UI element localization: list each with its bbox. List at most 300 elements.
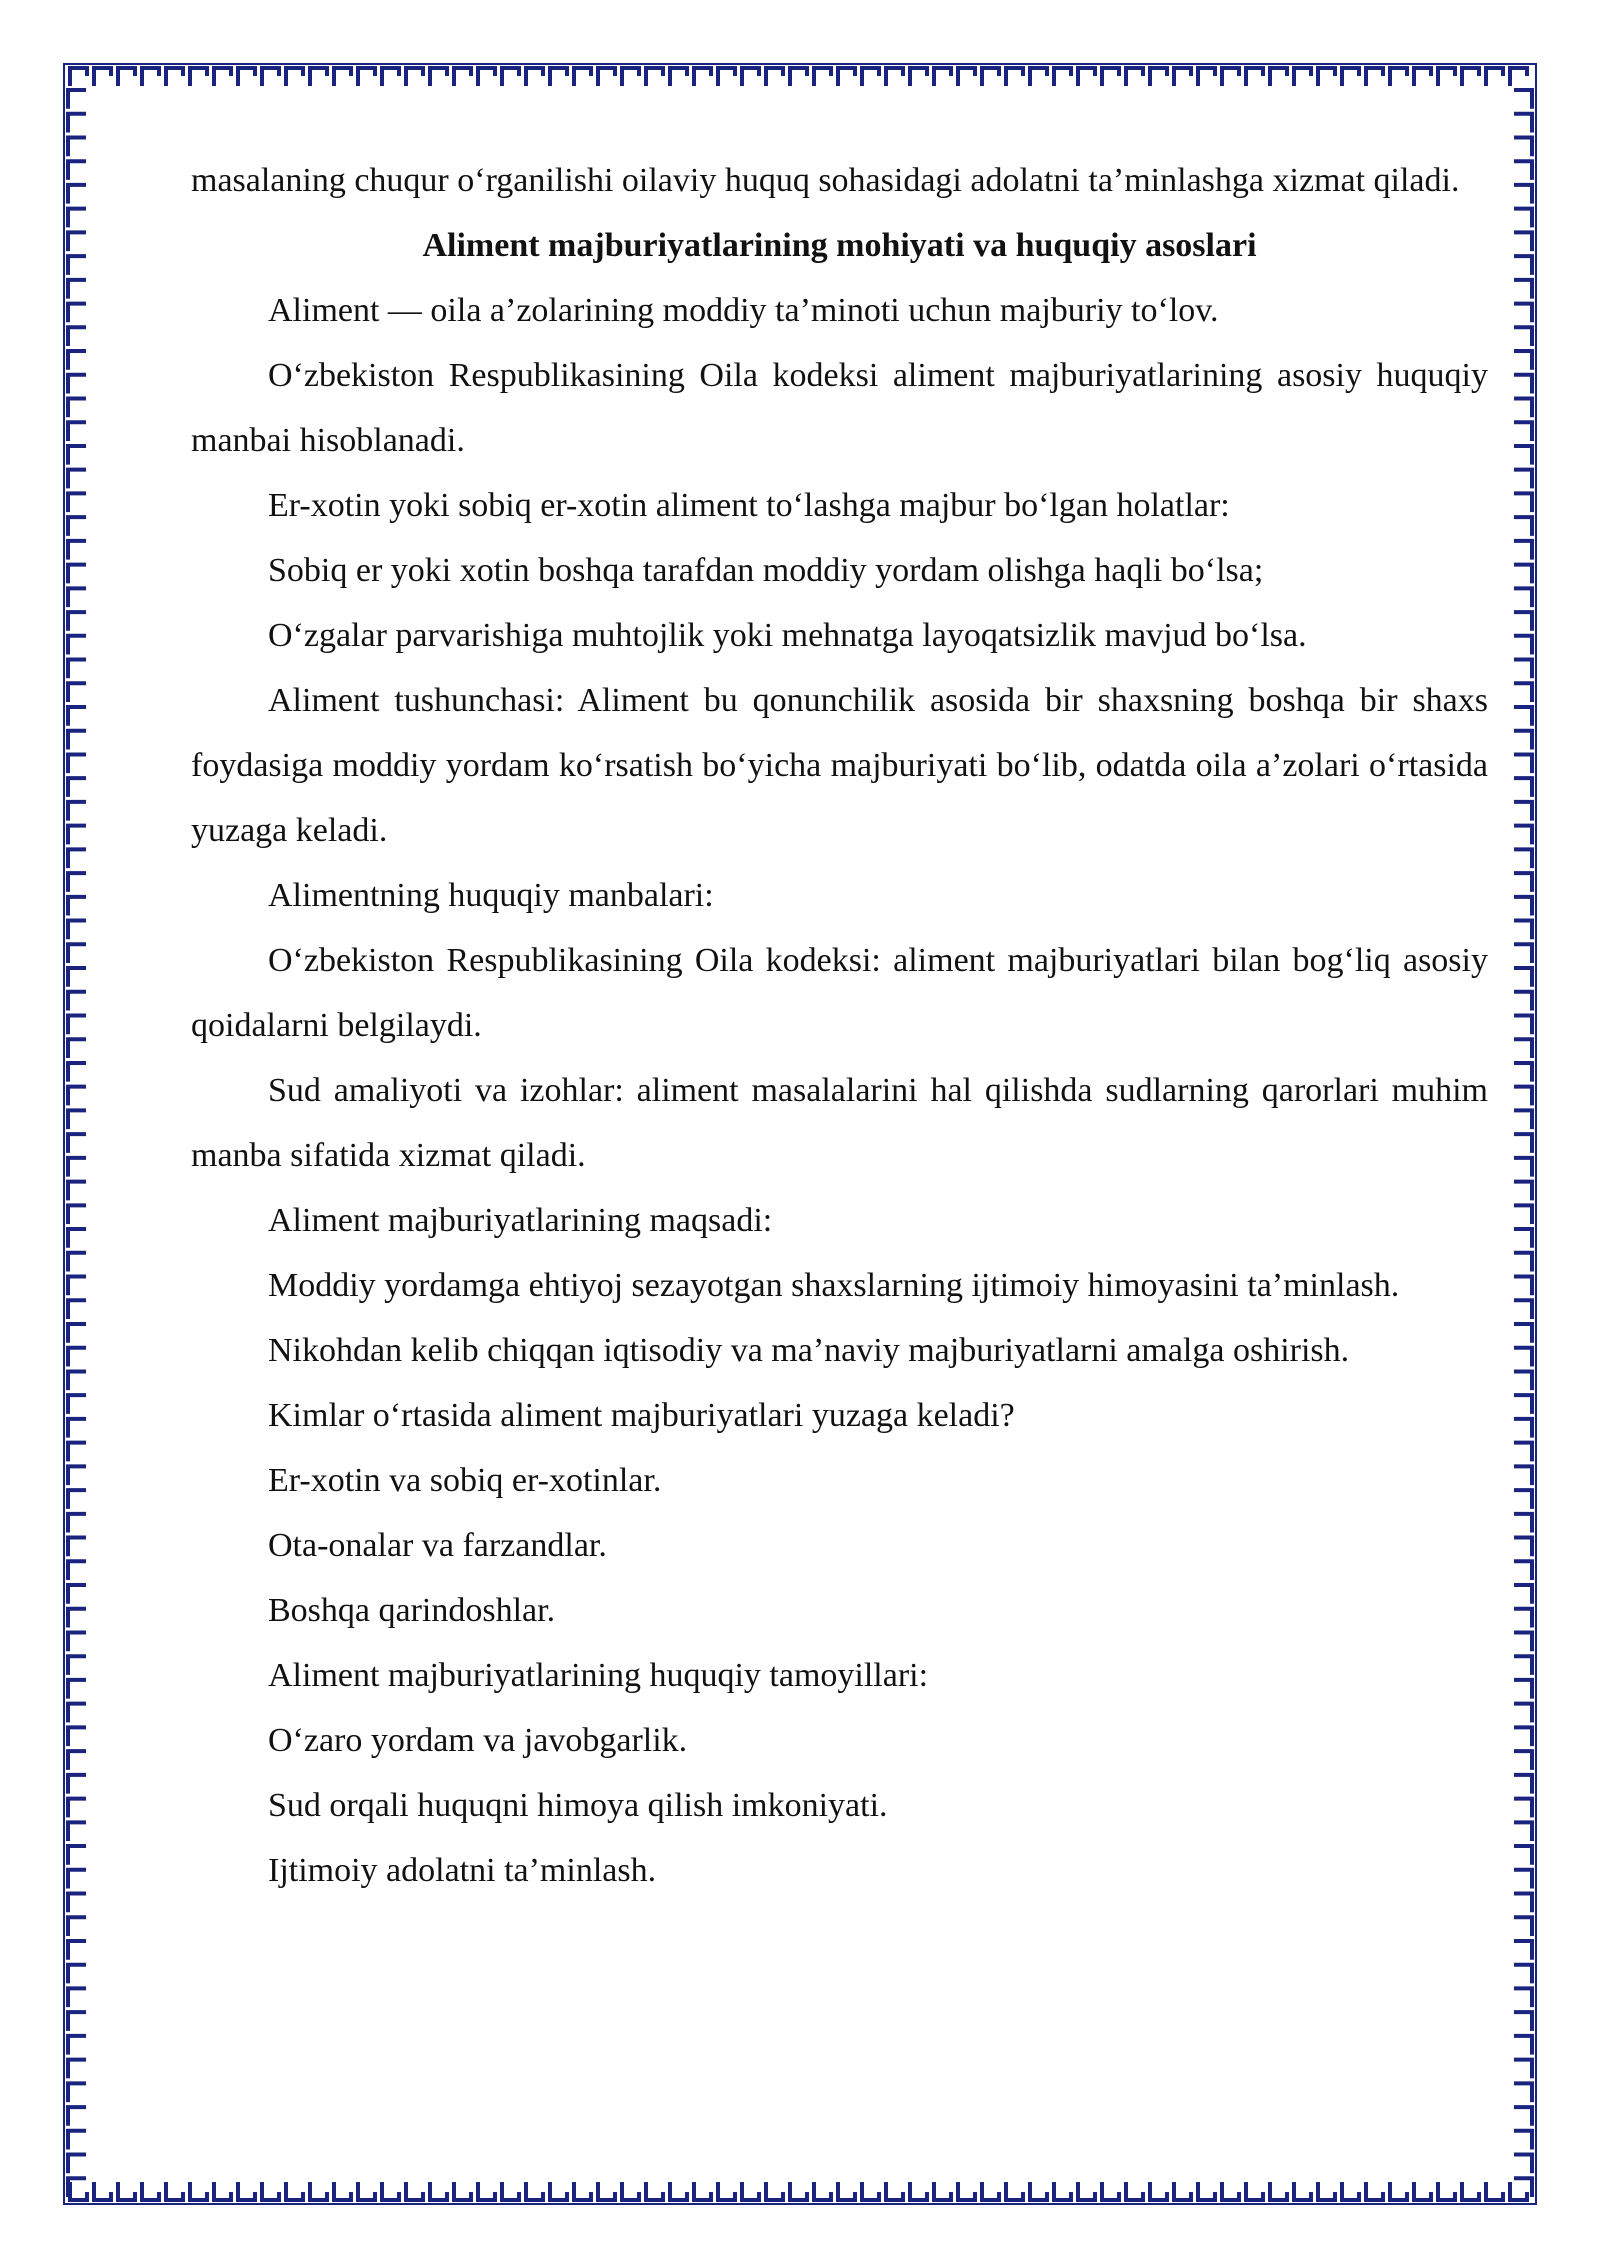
border-motif — [1516, 1917, 1532, 1934]
paragraph-legal-sources: Alimentning huquqiy manbalari: — [268, 877, 714, 914]
border-motif — [334, 2184, 351, 2200]
border-motif — [68, 1039, 84, 1056]
border-motif — [286, 68, 303, 84]
border-motif — [68, 1894, 84, 1911]
border-motif — [502, 68, 519, 84]
border-motif — [68, 446, 84, 463]
border-motif — [68, 375, 84, 392]
border-motif — [1516, 351, 1532, 368]
border-motif — [1510, 2184, 1527, 2200]
paragraph-principles: Aliment majburiyatlarining huquqiy tamoyillari: — [268, 1657, 929, 1694]
list-item: O‘zaro yordam va javobgarlik. — [268, 1722, 688, 1759]
list-item: Sud amaliyoti va izohlar: aliment masalalarini hal qilishda sudlarning qarorlari muhim manba sifatida xizmat qiladi. — [191, 1072, 1488, 1174]
border-motif — [934, 2184, 951, 2200]
border-motif — [166, 68, 183, 84]
border-motif — [910, 2184, 927, 2200]
border-motif — [670, 2184, 687, 2200]
border-motif — [1516, 1941, 1532, 1958]
border-motif — [94, 68, 111, 84]
border-motif — [68, 1063, 84, 1080]
border-motif — [1486, 68, 1503, 84]
border-motif — [838, 2184, 855, 2200]
border-motif — [1516, 1988, 1532, 2005]
border-motif — [70, 2184, 87, 2200]
border-motif — [1516, 849, 1532, 866]
border-motif — [1516, 754, 1532, 771]
border-motif — [1516, 1561, 1532, 1578]
border-motif — [1246, 2184, 1263, 2200]
border-motif — [1516, 1490, 1532, 1507]
border-motif — [934, 68, 951, 84]
border-motif — [1516, 2012, 1532, 2029]
border-motif — [1516, 2131, 1532, 2148]
border-motif — [1516, 1727, 1532, 1744]
border-motif — [790, 68, 807, 84]
border-motif — [68, 565, 84, 582]
border-motif — [1516, 968, 1532, 985]
border-motif — [68, 1585, 84, 1602]
border-motif — [838, 68, 855, 84]
border-motif — [1516, 660, 1532, 677]
paragraph-purpose: Aliment majburiyatlarining maqsadi: — [268, 1202, 773, 1239]
border-motif — [68, 1324, 84, 1341]
border-motif — [1078, 2184, 1095, 2200]
border-motif — [1516, 565, 1532, 582]
border-motif — [646, 68, 663, 84]
border-motif — [1438, 68, 1455, 84]
border-motif — [1246, 68, 1263, 84]
border-motif — [1516, 778, 1532, 795]
border-motif — [1516, 1585, 1532, 1602]
border-motif — [1516, 422, 1532, 439]
border-motif — [190, 68, 207, 84]
border-motif — [68, 1158, 84, 1175]
border-motif — [382, 2184, 399, 2200]
border-motif — [1030, 68, 1047, 84]
border-motif — [1516, 1277, 1532, 1294]
border-motif — [334, 68, 351, 84]
list-item: Sud orqali huquqni himoya qilish imkoniyati. — [268, 1787, 888, 1824]
border-motif — [68, 1419, 84, 1436]
border-motif — [68, 992, 84, 1009]
border-motif — [1516, 1609, 1532, 1626]
border-motif — [670, 68, 687, 84]
border-motif — [1516, 327, 1532, 344]
border-motif — [68, 921, 84, 938]
border-motif — [1516, 1229, 1532, 1246]
border-motif — [1150, 2184, 1167, 2200]
border-motif — [1516, 921, 1532, 938]
border-motif — [622, 68, 639, 84]
border-motif — [68, 422, 84, 439]
border-motif — [382, 68, 399, 84]
border-motif — [68, 1846, 84, 1863]
border-motif — [68, 683, 84, 700]
border-motif — [68, 2107, 84, 2124]
border-motif — [1516, 2060, 1532, 2077]
border-motif — [1516, 1182, 1532, 1199]
border-motif — [68, 1182, 84, 1199]
border-motif — [1516, 1775, 1532, 1792]
border-motif — [1174, 2184, 1191, 2200]
border-motif — [68, 1870, 84, 1887]
list-item: Ijtimoiy adolatni ta’minlash. — [268, 1852, 657, 1889]
border-motif — [68, 2083, 84, 2100]
border-motif — [430, 68, 447, 84]
border-motif — [142, 68, 159, 84]
border-motif — [68, 2060, 84, 2077]
border-motif — [1516, 1443, 1532, 1460]
border-motif — [718, 68, 735, 84]
border-motif — [214, 2184, 231, 2200]
border-motif — [238, 68, 255, 84]
border-motif — [1174, 68, 1191, 84]
border-motif — [502, 2184, 519, 2200]
border-motif — [1516, 826, 1532, 843]
border-motif — [1516, 1680, 1532, 1697]
border-motif — [1516, 897, 1532, 914]
border-motif — [68, 1941, 84, 1958]
border-motif — [694, 68, 711, 84]
border-motif — [766, 2184, 783, 2200]
border-motif — [142, 2184, 159, 2200]
border-motif — [550, 2184, 567, 2200]
border-motif — [286, 2184, 303, 2200]
border-motif — [68, 1656, 84, 1673]
border-motif — [68, 660, 84, 677]
border-motif — [1270, 68, 1287, 84]
border-motif — [1516, 185, 1532, 202]
border-motif — [68, 232, 84, 249]
border-motif — [982, 68, 999, 84]
border-motif — [68, 1110, 84, 1127]
border-motif — [68, 588, 84, 605]
border-motif — [622, 2184, 639, 2200]
border-motif — [1516, 1656, 1532, 1673]
border-motif — [118, 2184, 135, 2200]
border-motif — [310, 68, 327, 84]
border-motif — [1414, 68, 1431, 84]
border-motif — [68, 1443, 84, 1460]
border-motif — [814, 2184, 831, 2200]
paragraph-family-code: O‘zbekiston Respublikasining Oila kodeksi aliment majburiyatlarining asosiy huquqiy manbai hisoblanadi. — [191, 357, 1488, 459]
section-heading: Aliment majburiyatlarining mohiyati va huquqiy asoslari — [422, 227, 1257, 264]
border-motif — [1294, 2184, 1311, 2200]
border-motif — [1516, 802, 1532, 819]
border-motif — [406, 2184, 423, 2200]
border-motif — [1006, 2184, 1023, 2200]
border-motif — [478, 68, 495, 84]
paragraph-aliment-concept: Aliment tushunchasi: Aliment bu qonunchilik asosida bir shaxsning boshqa bir shaxs foydasiga moddiy yordam ko‘rsatish bo‘yicha majburiyati bo‘lib, odatda oila a’zolari o‘rtasida yuzaga keladi. — [191, 682, 1488, 849]
border-motif — [1516, 1704, 1532, 1721]
border-motif — [118, 68, 135, 84]
border-motif — [982, 2184, 999, 2200]
border-motif — [1516, 1466, 1532, 1483]
border-motif — [68, 114, 84, 131]
border-motif — [166, 2184, 183, 2200]
border-motif — [1516, 1039, 1532, 1056]
border-motif — [1516, 232, 1532, 249]
border-motif — [68, 1609, 84, 1626]
border-motif — [68, 1348, 84, 1365]
border-motif — [68, 517, 84, 534]
list-item: Boshqa qarindoshlar. — [268, 1592, 556, 1629]
border-motif — [1516, 1395, 1532, 1412]
border-motif — [1390, 2184, 1407, 2200]
border-motif — [68, 731, 84, 748]
border-motif — [68, 1704, 84, 1721]
border-motif — [1516, 1894, 1532, 1911]
border-motif — [68, 1015, 84, 1032]
border-motif — [1150, 68, 1167, 84]
border-motif — [478, 2184, 495, 2200]
border-motif — [68, 802, 84, 819]
border-motif — [1318, 68, 1335, 84]
border-motif — [68, 1965, 84, 1982]
border-motif — [68, 351, 84, 368]
border-motif — [68, 90, 84, 107]
border-motif — [68, 1727, 84, 1744]
border-motif — [68, 2036, 84, 2053]
border-motif — [68, 968, 84, 985]
border-motif — [68, 493, 84, 510]
border-motif — [68, 398, 84, 415]
border-motif — [1516, 2107, 1532, 2124]
border-motif — [1126, 68, 1143, 84]
border-motif — [1342, 2184, 1359, 2200]
border-motif — [68, 1751, 84, 1768]
border-motif — [958, 2184, 975, 2200]
border-motif — [1438, 2184, 1455, 2200]
border-motif — [68, 280, 84, 297]
list-item: Moddiy yordamga ehtiyoj sezayotgan shaxslarning ijtimoiy himoyasini ta’minlash. — [268, 1267, 1400, 1304]
border-motif — [526, 2184, 543, 2200]
border-motif — [1516, 1799, 1532, 1816]
border-motif — [68, 2131, 84, 2148]
border-motif — [1516, 1063, 1532, 1080]
border-motif — [1342, 68, 1359, 84]
border-motif — [1516, 1324, 1532, 1341]
border-motif — [1516, 1087, 1532, 1104]
border-motif — [646, 2184, 663, 2200]
border-motif — [68, 1490, 84, 1507]
border-motif — [526, 68, 543, 84]
border-motif — [1516, 1300, 1532, 1317]
border-motif — [1198, 68, 1215, 84]
border-motif — [68, 185, 84, 202]
border-motif — [68, 944, 84, 961]
border-motif — [1102, 68, 1119, 84]
border-motif — [1486, 2184, 1503, 2200]
border-motif — [1462, 2184, 1479, 2200]
border-motif — [1102, 2184, 1119, 2200]
border-motif — [1516, 1015, 1532, 1032]
border-motif — [1222, 2184, 1239, 2200]
border-motif — [550, 68, 567, 84]
border-motif — [68, 1775, 84, 1792]
border-motif — [574, 68, 591, 84]
list-item: Ota-onalar va farzandlar. — [268, 1527, 607, 1564]
border-motif — [68, 137, 84, 154]
border-motif — [1516, 1110, 1532, 1127]
list-item: O‘zgalar parvarishiga muhtojlik yoki mehnatga layoqatsizlik mavjud bo‘lsa. — [268, 617, 1307, 654]
border-motif — [68, 1680, 84, 1697]
border-motif — [68, 1134, 84, 1151]
border-motif — [694, 2184, 711, 2200]
list-item: Sobiq er yoki xotin boshqa tarafdan moddiy yordam olishga haqli bo‘lsa; — [268, 552, 1264, 589]
border-motif — [598, 68, 615, 84]
border-motif — [68, 1514, 84, 1531]
border-motif — [68, 1538, 84, 1555]
border-motif — [814, 68, 831, 84]
border-motif — [1516, 636, 1532, 653]
border-motif — [1516, 493, 1532, 510]
list-item: O‘zbekiston Respublikasining Oila kodeksi: aliment majburiyatlari bilan bog‘liq asosiy qoidalarni belgilaydi. — [191, 942, 1488, 1044]
list-item: Nikohdan kelib chiqqan iqtisodiy va ma’naviy majburiyatlarni amalga oshirish. — [268, 1332, 1350, 1369]
border-motif — [1510, 68, 1527, 84]
border-motif — [1516, 2155, 1532, 2172]
border-motif — [958, 68, 975, 84]
border-motif — [1294, 68, 1311, 84]
border-motif — [1516, 944, 1532, 961]
border-motif — [68, 1632, 84, 1649]
border-motif — [862, 2184, 879, 2200]
border-motif — [1516, 707, 1532, 724]
paragraph-spouse-cases: Er-xotin yoki sobiq er-xotin aliment to‘lashga majbur bo‘lgan holatlar: — [268, 487, 1230, 524]
border-motif — [1516, 90, 1532, 107]
border-motif — [214, 68, 231, 84]
border-motif — [68, 849, 84, 866]
border-motif — [1516, 209, 1532, 226]
border-motif — [790, 2184, 807, 2200]
border-motif — [68, 1561, 84, 1578]
document-body — [191, 148, 1488, 1903]
border-motif — [68, 1277, 84, 1294]
border-motif — [886, 68, 903, 84]
border-motif — [1318, 2184, 1335, 2200]
border-motif — [1516, 588, 1532, 605]
border-motif — [1198, 2184, 1215, 2200]
border-motif — [1516, 161, 1532, 178]
border-motif — [68, 897, 84, 914]
border-motif — [358, 68, 375, 84]
border-motif — [1006, 68, 1023, 84]
border-motif — [68, 256, 84, 273]
border-motif — [68, 826, 84, 843]
border-motif — [68, 327, 84, 344]
border-motif — [68, 1253, 84, 1270]
border-motif — [68, 1395, 84, 1412]
border-motif — [1516, 541, 1532, 558]
border-motif — [1516, 470, 1532, 487]
border-motif — [1516, 1134, 1532, 1151]
border-motif — [70, 68, 87, 84]
border-motif — [1516, 375, 1532, 392]
border-motif — [406, 68, 423, 84]
border-motif — [1516, 731, 1532, 748]
border-motif — [1516, 1822, 1532, 1839]
border-motif — [68, 470, 84, 487]
border-motif — [68, 1300, 84, 1317]
border-motif — [1516, 1514, 1532, 1531]
border-motif — [1516, 1158, 1532, 1175]
border-motif — [238, 2184, 255, 2200]
border-motif — [718, 2184, 735, 2200]
list-item: Er-xotin va sobiq er-xotinlar. — [268, 1462, 662, 1499]
border-motif — [1516, 1751, 1532, 1768]
border-motif — [574, 2184, 591, 2200]
paragraph-continuation: masalaning chuqur o‘rganilishi oilaviy huquq sohasidagi adolatni ta’minlashga xizmat qiladi. — [191, 162, 1460, 199]
border-motif — [1516, 1419, 1532, 1436]
border-motif — [1516, 1538, 1532, 1555]
border-motif — [1516, 1205, 1532, 1222]
border-motif — [262, 2184, 279, 2200]
border-motif — [68, 1988, 84, 2005]
border-motif — [1516, 517, 1532, 534]
border-motif — [1516, 256, 1532, 273]
border-motif — [598, 2184, 615, 2200]
border-motif — [454, 2184, 471, 2200]
border-motif — [742, 2184, 759, 2200]
border-motif — [1516, 2036, 1532, 2053]
border-motif — [68, 778, 84, 795]
border-motif — [68, 1205, 84, 1222]
border-motif — [68, 161, 84, 178]
border-motif — [1516, 446, 1532, 463]
border-motif — [68, 1466, 84, 1483]
border-motif — [1516, 137, 1532, 154]
border-motif — [68, 1917, 84, 1934]
border-motif — [1516, 114, 1532, 131]
border-motif — [1516, 1348, 1532, 1365]
paragraph-aliment-definition: Aliment — oila a’zolarining moddiy ta’minoti uchun majburiy to‘lov. — [268, 292, 1219, 329]
border-motif — [1222, 68, 1239, 84]
border-motif — [910, 68, 927, 84]
border-motif — [68, 209, 84, 226]
border-motif — [1516, 1870, 1532, 1887]
border-motif — [68, 707, 84, 724]
border-motif — [68, 754, 84, 771]
border-motif — [1516, 1632, 1532, 1649]
border-motif — [1516, 1846, 1532, 1863]
border-motif — [1078, 68, 1095, 84]
border-motif — [1516, 280, 1532, 297]
border-motif — [1414, 2184, 1431, 2200]
border-motif — [1516, 2083, 1532, 2100]
border-motif — [68, 1229, 84, 1246]
border-motif — [1516, 1253, 1532, 1270]
border-motif — [1516, 992, 1532, 1009]
border-motif — [68, 1822, 84, 1839]
border-motif — [68, 304, 84, 321]
border-motif — [454, 68, 471, 84]
paragraph-question: Kimlar o‘rtasida aliment majburiyatlari yuzaga keladi? — [268, 1397, 1015, 1434]
border-motif — [68, 541, 84, 558]
border-motif — [68, 1799, 84, 1816]
border-motif — [886, 2184, 903, 2200]
border-motif — [1126, 2184, 1143, 2200]
border-motif — [1030, 2184, 1047, 2200]
border-motif — [68, 1087, 84, 1104]
border-motif — [766, 68, 783, 84]
border-motif — [1516, 612, 1532, 629]
border-motif — [1054, 2184, 1071, 2200]
border-motif — [262, 68, 279, 84]
border-motif — [68, 636, 84, 653]
border-motif — [68, 612, 84, 629]
border-motif — [1516, 683, 1532, 700]
border-motif — [862, 68, 879, 84]
